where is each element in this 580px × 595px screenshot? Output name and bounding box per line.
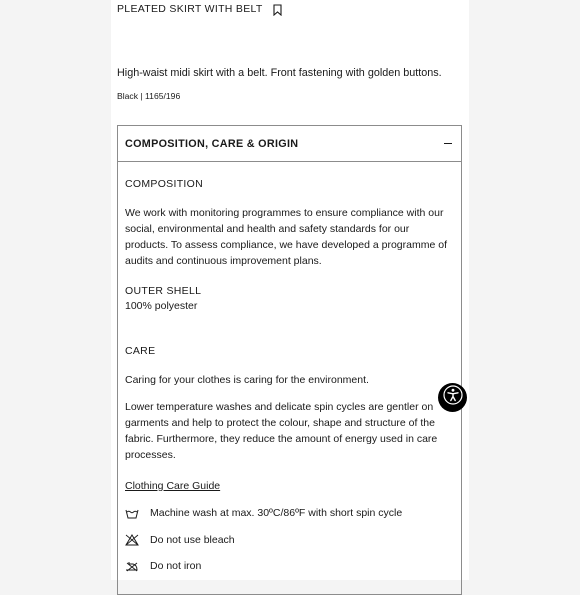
care-heading: CARE bbox=[125, 345, 156, 357]
outer-shell-label: OUTER SHELL bbox=[125, 285, 202, 297]
accessibility-button[interactable] bbox=[438, 383, 467, 412]
accessibility-icon bbox=[443, 385, 463, 410]
care-instruction-row bbox=[125, 534, 235, 546]
clothing-care-guide-link[interactable]: Clothing Care Guide bbox=[125, 480, 221, 492]
bookmark-icon[interactable] bbox=[273, 3, 282, 15]
care-instruction-text: Do not iron bbox=[150, 560, 202, 572]
care-line-2: Lower temperature washes and delicate spin cycles are gentler on garments and help to protect the colour, shape and structure of the fabric. Furthermore, they reduce the amount of energy used in care processes. bbox=[125, 401, 438, 461]
product-title-row bbox=[117, 3, 282, 15]
no-iron-icon bbox=[125, 560, 139, 572]
care-instruction-row bbox=[125, 507, 402, 519]
product-title: PLEATED SKIRT WITH BELT bbox=[117, 3, 263, 15]
care-instruction-text: Machine wash at max. 30ºC/86ºF with short spin cycle bbox=[150, 507, 403, 519]
care-instruction-row bbox=[125, 560, 201, 572]
care-instruction-text: Do not use bleach bbox=[150, 534, 235, 546]
no-bleach-icon bbox=[125, 534, 139, 546]
collapse-icon[interactable] bbox=[444, 143, 452, 144]
composition-care-accordion bbox=[117, 125, 462, 595]
outer-shell-value: 100% polyester bbox=[125, 300, 198, 312]
care-line-1: Caring for your clothes is caring for the environment. bbox=[125, 374, 369, 386]
color-reference: Black | 1165/196 bbox=[117, 91, 181, 101]
composition-intro: We work with monitoring programmes to ensure compliance with our social, environmental and health and safety standards for our products. To assess compliance, we have developed a programme of audits and continuous improvement plans. bbox=[125, 207, 447, 267]
product-description: High-waist midi skirt with a belt. Front fastening with golden buttons. bbox=[117, 67, 442, 79]
machine-wash-icon bbox=[125, 507, 139, 519]
accordion-title: COMPOSITION, CARE & ORIGIN bbox=[125, 137, 299, 150]
accordion-header[interactable] bbox=[118, 126, 461, 162]
composition-heading: COMPOSITION bbox=[125, 178, 203, 190]
